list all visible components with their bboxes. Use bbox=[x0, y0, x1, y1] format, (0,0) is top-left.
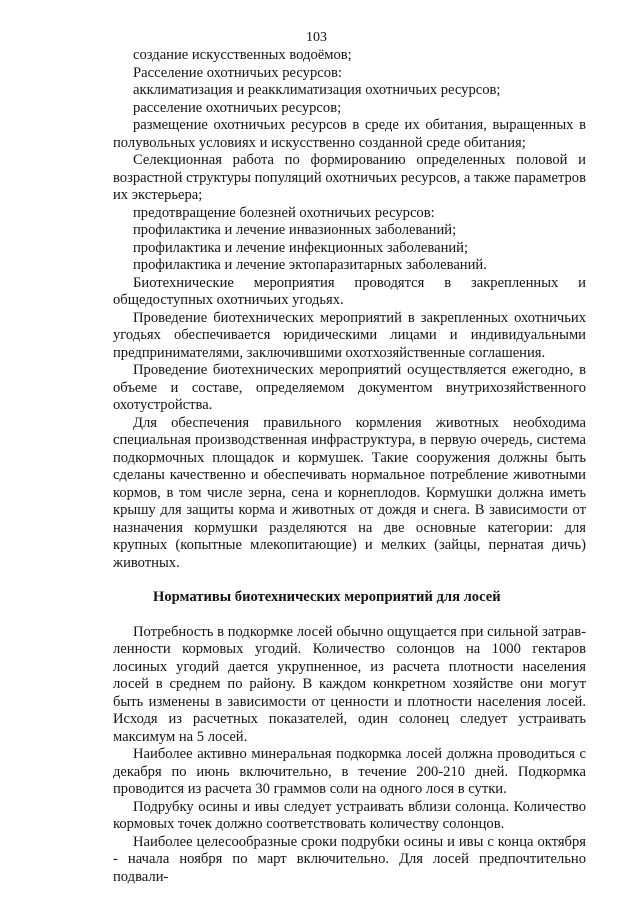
document-body bbox=[113, 47, 586, 886]
paragraph: размещение охотничьих ресурсов в среде их обитания, выращенных в полувольных условиях и искусственно созданной среде обитания; bbox=[113, 117, 586, 151]
paragraph: Наиболее активно минеральная подкормка лосей должна проводиться с декабря по июнь включительно, в течение 200-210 дней. Подкормка проводится из расчета 30 граммов соли на одного лося в сутки. bbox=[113, 746, 586, 797]
list-item: профилактика и лечение эктопаразитарных заболеваний. bbox=[133, 257, 487, 273]
list-item: акклиматизация и реакклиматизация охотничьих ресурсов; bbox=[133, 82, 501, 98]
list-item: расселение охотничьих ресурсов; bbox=[133, 99, 342, 116]
list-item: Расселение охотничьих ресурсов: bbox=[133, 64, 342, 81]
section-heading: Нормативы биотехнических мероприятий для лосей bbox=[153, 589, 501, 605]
paragraph: Наиболее целесообразные сроки подрубки осины и ивы с конца октября - начала ноября по март включительно. Для лосей предпочтительно подвали- bbox=[113, 833, 586, 885]
paragraph: Селекционная работа по формированию определенных половой и возрастной структуры популяций охотничьих ресурсов, а также параметров их экстерьера; bbox=[113, 152, 586, 203]
paragraph: Проведение биотехнических мероприятий в закрепленных охотничьих угодьях обеспечивается юридическими лицами и индивидуальными предпринимателями, заключившими охотхозяйственные соглашения. bbox=[113, 309, 586, 361]
paragraph: Биотехнические мероприятия проводятся в закрепленных и общедоступных охотничьих угодьях. bbox=[113, 274, 586, 308]
list-item: предотвращение болезней охотничьих ресурсов: bbox=[133, 204, 435, 221]
list-item: профилактика и лечение инвазионных заболеваний; bbox=[133, 222, 457, 238]
list-item: создание искусственных водоёмов; bbox=[133, 47, 352, 63]
list-item: профилактика и лечение инфекционных заболеваний; bbox=[133, 239, 469, 256]
paragraph: Потребность в подкормке лосей обычно ощущается при сильной затрав-ленности кормовых угодий. Количество солонцов на 1000 гектаров лосиных угодий дается укрупненное, из расчета плотности населения лосей в среднем по району. В каждом конкретном хозяйстве они могут быть изменены в зависимости от ценности и плотности населения лосей. Исходя из расчетных показателей, один солонец следует устраивать максимум на 5 лосей. bbox=[113, 623, 586, 745]
page-number: 103 bbox=[306, 30, 327, 45]
paragraph: Для обеспечения правильного кормления животных необходима специальная производственная инфраструктура, в первую очередь, система подкормочных площадок и кормушек. Такие сооружения должны быть сделаны качественно и обеспечивать нормальное потребление животными кормов, в том числе зерна, сена и корнеплодов. Кормушки должна иметь крышу для защиты корма и животных от дождя и снега. В зависимости от назначения кормушки разделяются на две основные категории: для крупных (копытные млекопитающие) и мелких (зайцы, пернатая дичь) животных. bbox=[113, 414, 586, 571]
paragraph: Проведение биотехнических мероприятий осуществляется ежегодно, в объеме и составе, определяемом документом внутрихозяйственного охотустройства. bbox=[113, 362, 586, 413]
paragraph: Подрубку осины и ивы следует устраивать вблизи солонца. Количество кормовых точек должно соответствовать количеству солонцов. bbox=[113, 798, 586, 832]
